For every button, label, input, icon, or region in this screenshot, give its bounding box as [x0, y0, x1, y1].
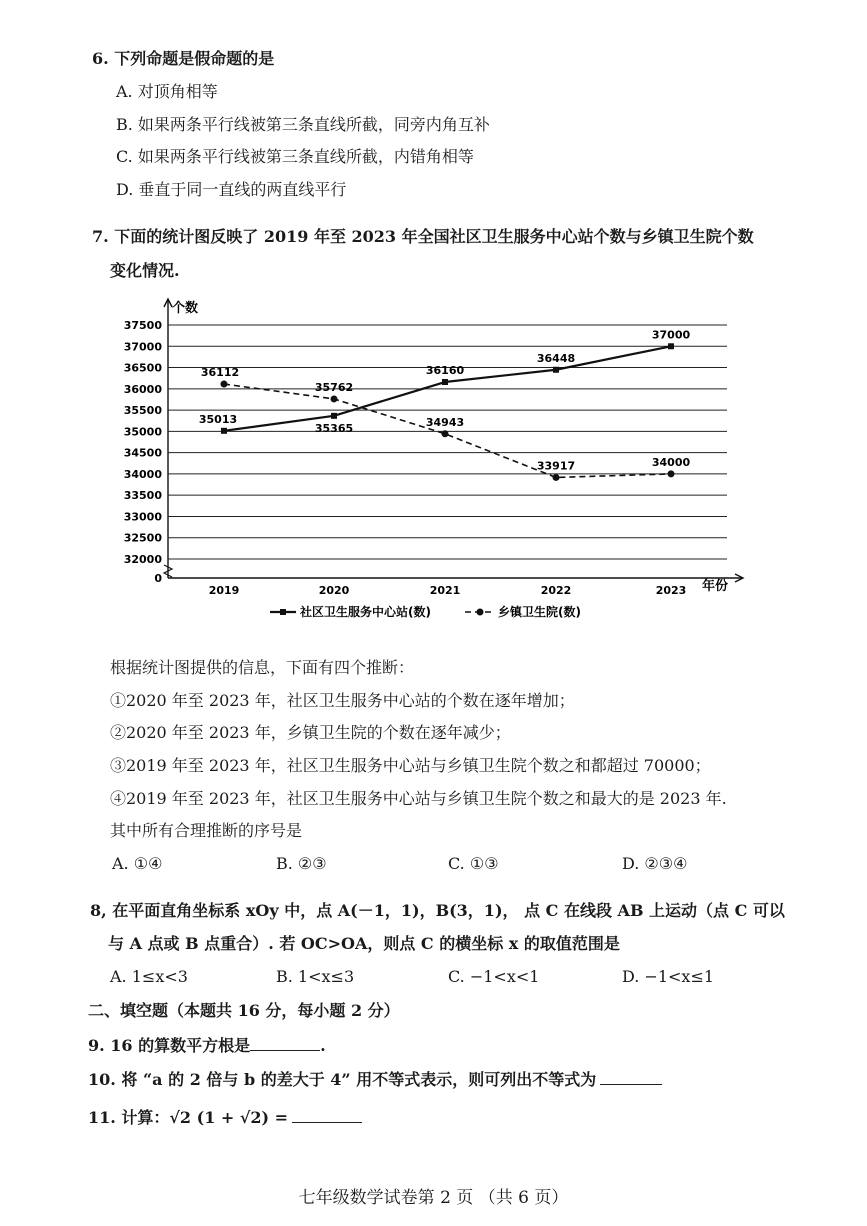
x-tick-label: 2023	[655, 584, 687, 597]
chart-legend	[270, 604, 581, 619]
y-tick-label: 34500	[123, 446, 162, 460]
y-tick-labels	[124, 319, 163, 585]
q11-text: 11. 计算：√2 (1 + √2) =	[88, 1108, 289, 1127]
q7-inference-3: ③2019 年至 2023 年，社区卫生服务中心站与乡镇卫生院个数之和都超过 70000；	[110, 756, 711, 775]
q7-option-b: B. ②③	[276, 854, 327, 873]
data-point-circle	[553, 474, 560, 481]
q9-end: .	[320, 1036, 326, 1055]
x-tick-label: 2022	[540, 584, 572, 597]
data-label: 36160	[425, 364, 465, 378]
data-point-square	[331, 413, 337, 419]
q6-option-a: A. 对顶角相等	[116, 82, 218, 101]
y-tick-label: 32500	[123, 531, 162, 545]
q8-option-b: B. 1<x≤3	[276, 967, 355, 986]
y-axis-label: 个数	[172, 301, 199, 316]
y-tick-label: 37500	[123, 319, 162, 332]
x-tick-labels	[209, 584, 687, 597]
y-tick-label: 35500	[123, 404, 162, 418]
data-label: 37000	[651, 328, 691, 342]
y-tick-label: 36000	[123, 382, 162, 396]
x-axis-label: 年份	[702, 579, 729, 594]
x-tick-label: 2021	[429, 584, 461, 597]
q7-option-c: C. ①③	[448, 854, 499, 873]
y-tick-label: 33500	[123, 489, 162, 503]
section2-title: 二、填空题（本题共 16 分，每小题 2 分）	[88, 1001, 400, 1020]
line-chart	[0, 295, 867, 635]
data-point-square	[221, 428, 227, 434]
data-label: 36112	[200, 366, 240, 380]
q7-option-d: D. ②③④	[622, 854, 688, 873]
q7-intro: 根据统计图提供的信息，下面有四个推断：	[110, 658, 415, 677]
data-point-square	[553, 367, 559, 373]
q7-stem-line2: 变化情况.	[110, 261, 180, 280]
q6-option-b: B. 如果两条平行线被第三条直线所截，同旁内角互补	[116, 115, 490, 134]
q8-option-a: A. 1≤x<3	[110, 967, 188, 986]
q7-question: 其中所有合理推断的序号是	[110, 821, 303, 840]
y-tick-label: 37000	[123, 340, 162, 354]
data-point-circle	[221, 381, 228, 388]
q11	[88, 1106, 362, 1129]
series-line-2	[224, 384, 671, 477]
data-label: 33917	[536, 459, 576, 473]
q9	[88, 1034, 326, 1057]
axis-break	[164, 565, 172, 577]
q6-stem: 6. 下列命题是假命题的是	[92, 49, 275, 68]
q7-inference-1: ①2020 年至 2023 年，社区卫生服务中心站的个数在逐年增加；	[110, 691, 575, 710]
legend-marker-square	[280, 609, 286, 615]
legend-label-2: 乡镇卫生院(数)	[498, 605, 581, 619]
y-tick-label: 32000	[123, 553, 162, 566]
q9-text: 9. 16 的算数平方根是	[88, 1036, 251, 1055]
q7-option-a: A. ①④	[112, 854, 163, 873]
x-tick-label: 2019	[208, 584, 240, 597]
data-point-circle	[442, 430, 449, 437]
q7-stem-line1: 7. 下面的统计图反映了 2019 年至 2023 年全国社区卫生服务中心站个数与乡镇卫生院个数	[92, 227, 754, 246]
q8-line2: 与 A 点或 B 点重合）. 若 OC>OA，则点 C 的横坐标 x 的取值范围是	[108, 934, 620, 953]
q10	[88, 1068, 662, 1091]
q8-option-d: D. −1<x≤1	[622, 967, 715, 986]
y-tick-label: 36500	[123, 361, 162, 375]
data-point-square	[668, 343, 674, 349]
data-label: 35013	[198, 412, 238, 426]
data-labels	[199, 328, 691, 472]
data-label: 35762	[314, 380, 354, 394]
data-point-square	[442, 379, 448, 385]
q6-option-d: D. 垂直于同一直线的两直线平行	[116, 180, 347, 199]
data-point-circle	[331, 395, 338, 402]
q8-line1: 8, 在平面直角坐标系 xOy 中，点 A(－1，1)，B(3，1)， 点 C 在线段 AB 上运动（点 C 可以	[90, 901, 785, 920]
x-tick-label: 2020	[318, 584, 350, 597]
data-label: 36448	[536, 351, 576, 365]
y-tick-label: 34000	[123, 467, 162, 481]
data-label: 34943	[425, 415, 465, 429]
data-point-circle	[668, 470, 675, 477]
data-label: 34000	[651, 455, 691, 469]
legend-label-1: 社区卫生服务中心站(数)	[300, 605, 431, 619]
q10-answer-blank[interactable]	[600, 1068, 662, 1085]
y-tick-label: 0	[154, 572, 162, 585]
legend-marker-circle	[477, 609, 484, 616]
q6-option-c: C. 如果两条平行线被第三条直线所截，内错角相等	[116, 147, 474, 166]
y-tick-label: 33000	[123, 510, 162, 524]
data-label: 35365	[314, 421, 354, 435]
q7-inference-4: ④2019 年至 2023 年，社区卫生服务中心站与乡镇卫生院个数之和最大的是 2023 年.	[110, 789, 727, 808]
q9-answer-blank[interactable]	[250, 1034, 320, 1051]
q10-text: 10. 将 “a 的 2 倍与 b 的差大于 4” 用不等式表示，则可列出不等式为	[88, 1070, 597, 1089]
chart-grid	[164, 299, 743, 582]
q7-inference-2: ②2020 年至 2023 年，乡镇卫生院的个数在逐年减少；	[110, 723, 511, 742]
q8-option-c: C. −1<x<1	[448, 967, 540, 986]
q11-answer-blank[interactable]	[292, 1106, 362, 1123]
page-footer: 七年级数学试卷第 2 页 （共 6 页）	[298, 1188, 569, 1208]
y-tick-label: 35000	[123, 425, 162, 439]
